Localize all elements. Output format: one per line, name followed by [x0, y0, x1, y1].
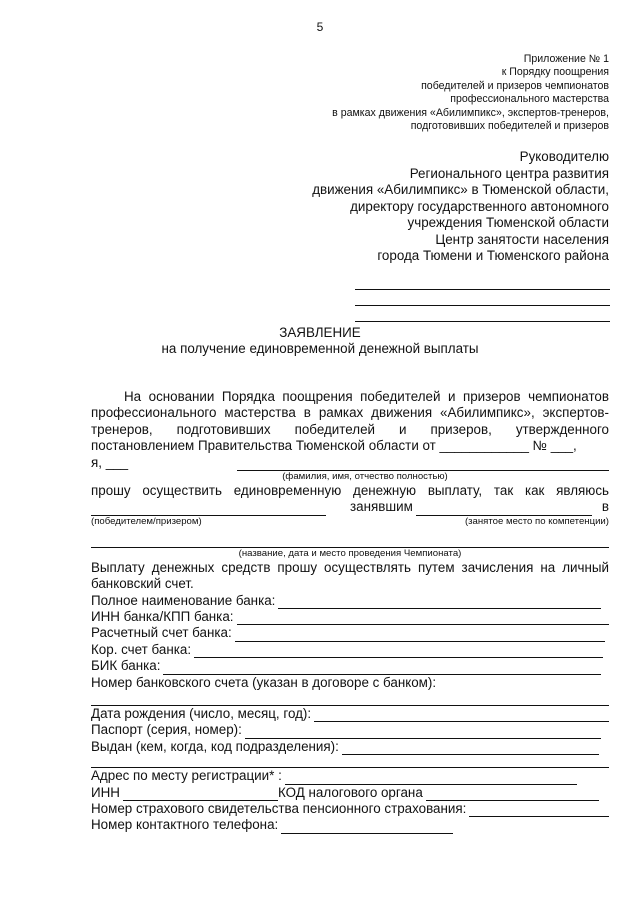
snils-field[interactable] [469, 804, 609, 817]
applicant-info-line[interactable] [355, 306, 610, 322]
issued-by-row [91, 739, 609, 755]
bank-name-field[interactable] [278, 596, 601, 609]
corr-account-row [91, 642, 609, 658]
i-label: я, ___ [91, 454, 129, 470]
snils-label: Номер страхового свидетельства пенсионного страхования: [91, 800, 467, 816]
annex-header [332, 53, 609, 133]
addressee-line: движения «Абилимпикс» в Тюменской области, [312, 182, 609, 197]
inn-field[interactable] [123, 788, 278, 801]
addressee-line: Регионального центра развития [409, 165, 609, 181]
corr-account-label: Кор. счет банка: [91, 641, 192, 657]
settlement-account-row [91, 625, 609, 641]
bik-row [91, 658, 609, 674]
settlement-account-label: Расчетный счет банка: [91, 625, 232, 641]
address-field[interactable] [285, 772, 577, 785]
title-sub: на получение единовременной денежной выплаты [161, 341, 479, 356]
tax-code-label: КОД налогового органа [277, 784, 423, 800]
annex-line: подготовивших победителей и призеров [410, 120, 609, 133]
fio-field[interactable] [237, 458, 609, 471]
birth-date-label: Дата рождения (число, месяц, год): [91, 705, 312, 721]
address-label: Адрес по месту регистрации* : [91, 768, 282, 784]
document-title [0, 325, 640, 357]
issued-by-extra-field[interactable] [91, 755, 609, 768]
addressee-line: Центр занятости населения [435, 231, 609, 247]
status-field[interactable] [91, 503, 326, 516]
issued-by-field[interactable] [342, 742, 599, 755]
status-row [91, 499, 609, 515]
phone-row [91, 817, 609, 833]
account-label: Номер банковского счета (указан в договоре с банком): [91, 674, 437, 690]
addressee-line: учреждения Тюменской области [407, 215, 609, 230]
bank-inn-field[interactable] [237, 612, 609, 625]
inn-row [91, 785, 609, 801]
applicant-info-lines [355, 274, 610, 322]
bank-inn-label: ИНН банка/КПП банка: [91, 609, 234, 624]
passport-field[interactable] [245, 726, 601, 739]
hint-winner: (победителем/призером) [91, 515, 202, 527]
place-field[interactable] [416, 503, 592, 516]
annex-line: профессионального мастерства [450, 93, 609, 106]
addressee-line: Руководителю [519, 149, 609, 164]
tax-code-field[interactable] [426, 788, 599, 801]
applicant-info-line[interactable] [355, 274, 610, 290]
addressee-block [312, 149, 609, 265]
bik-label: БИК банка: [91, 658, 161, 674]
fio-row [91, 455, 609, 471]
annex-line: в рамках движения «Абилимпикс», экспертов-тренеров, [332, 106, 609, 119]
addressee-line: директору государственного автономного [350, 198, 609, 214]
bank-name-row [91, 593, 609, 609]
issued-by-label: Выдан (кем, когда, код подразделения): [91, 738, 339, 754]
intro-paragraph: На основании Порядка поощрения победителей и призеров чемпионатов профессионального мастерства в рамках движения «Абилимпикс», экспертов-тренеров, подготовивших победителей и призеров, утвержденного постановлением Правительства Тюменской области от ____________ № ___, [91, 389, 609, 454]
bik-field[interactable] [163, 662, 601, 675]
hint-fio: (фамилия, имя, отчество полностью) [282, 471, 448, 483]
hint-place: (занятое место по компетенции) [464, 515, 609, 527]
page-number: 5 [316, 20, 324, 34]
request-line: прошу осуществить единовременную денежную выплату, так как являюсь [91, 483, 609, 499]
payment-text: Выплату денежных средств прошу осуществлять путем зачисления на личный [91, 559, 609, 575]
applicant-info-line[interactable] [355, 290, 610, 306]
addressee-line: города Тюмени и Тюменского района [377, 248, 609, 263]
occupied-label: занявшим [350, 499, 413, 515]
passport-label: Паспорт (серия, номер): [91, 722, 242, 738]
birth-date-field[interactable] [314, 709, 609, 722]
hint-status-row [91, 516, 609, 528]
snils-row [91, 801, 609, 817]
corr-account-field[interactable] [194, 645, 603, 658]
phone-field[interactable] [281, 821, 453, 834]
title-main: ЗАЯВЛЕНИЕ [279, 325, 361, 340]
annex-line: победителей и призеров чемпионатов [421, 79, 609, 92]
inn-label: ИНН [91, 784, 120, 800]
settlement-account-field[interactable] [235, 629, 605, 642]
account-field[interactable] [91, 691, 609, 706]
passport-row [91, 722, 609, 738]
address-row [91, 768, 609, 784]
hint-championship: (название, дата и место проведения Чемпионата) [238, 547, 462, 559]
championship-field[interactable] [91, 532, 609, 548]
annex-line: Приложение № 1 [523, 53, 609, 65]
birth-date-row [91, 706, 609, 722]
payment-text: банковский счет. [91, 576, 194, 592]
in-label: в [601, 499, 609, 515]
bank-name-label: Полное наименование банка: [91, 592, 276, 608]
application-body [91, 389, 609, 834]
bank-inn-row [91, 609, 609, 625]
annex-line: к Порядку поощрения [501, 66, 609, 79]
phone-label: Номер контактного телефона: [91, 817, 279, 833]
